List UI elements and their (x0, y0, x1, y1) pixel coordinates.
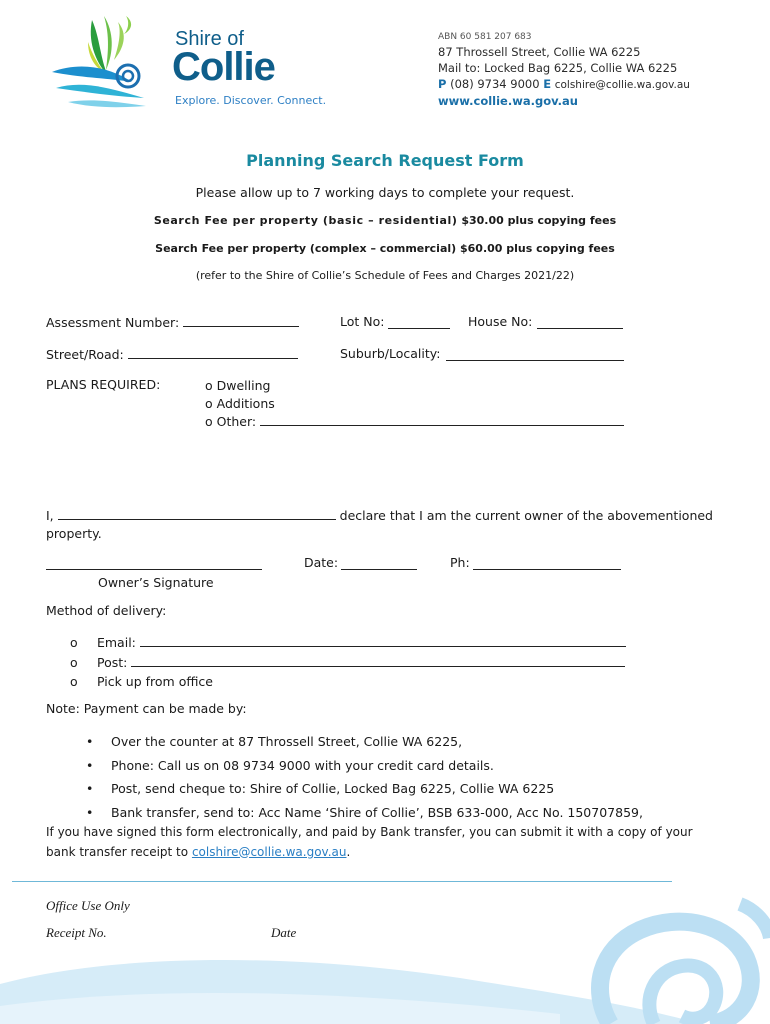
plans-label: PLANS REQUIRED: (46, 377, 161, 392)
plans-options (205, 377, 635, 431)
office-use-title: Office Use Only (46, 898, 130, 913)
note-label: Note: Payment can be made by: (46, 701, 247, 716)
fee-basic (0, 214, 770, 227)
logo-line1: Shire of (175, 28, 244, 50)
suburb-label: Suburb/Locality: (340, 346, 441, 361)
phone-email-line (438, 76, 738, 93)
plans-option-dwelling[interactable]: o Dwelling (205, 378, 271, 393)
delivery-bullet: o (70, 674, 78, 689)
assessment-label: Assessment Number: (46, 315, 180, 330)
suburb-field[interactable] (446, 348, 624, 361)
signature-row (46, 555, 746, 575)
form-title: Planning Search Request Form (246, 151, 524, 170)
payment-item (86, 801, 726, 825)
refer-year: 2021/22) (524, 269, 575, 282)
street-field[interactable] (128, 346, 298, 359)
payment-item (86, 777, 726, 801)
payment-text: Phone: Call us on 08 9734 9000 with your credit card details. (111, 757, 494, 773)
ph-label: Ph: (450, 555, 470, 570)
street-row (46, 346, 746, 362)
decorative-spiral-icon (570, 894, 770, 1024)
delivery-email[interactable] (70, 633, 630, 653)
logo-mark-icon (48, 12, 168, 112)
logo-tagline: Explore. Discover. Connect. (175, 94, 327, 107)
declare-word: declare (339, 508, 386, 523)
office-date-label: Date (271, 925, 297, 940)
phone-prefix: P (438, 77, 447, 91)
refer-text (0, 269, 770, 282)
signature-field[interactable] (46, 557, 262, 570)
plans-option-additions[interactable]: o Additions (205, 396, 275, 411)
plans-option-other[interactable] (205, 413, 635, 431)
shire-logo (48, 12, 328, 112)
refer-text-main: (refer to the Shire of Collie’s Schedule of Fees and Charges (195, 269, 521, 282)
phone-text: (08) 9734 9000 (450, 77, 540, 91)
bullet-icon: • (86, 781, 94, 796)
delivery-options (70, 633, 630, 692)
fee-basic-label: Search Fee per property (basic – residential) (153, 214, 458, 227)
mail-text: Mail to: Locked Bag 6225, Collie WA 6225 (438, 61, 678, 75)
assessment-row (46, 314, 746, 330)
payment-list (86, 730, 726, 824)
delivery-post-field[interactable] (131, 654, 625, 667)
date-label: Date: (304, 555, 339, 570)
delivery-email-field[interactable] (140, 634, 626, 647)
plans-option-other-label: o Other: (205, 414, 257, 429)
delivery-post[interactable] (70, 653, 630, 673)
delivery-post-label: Post: (96, 654, 128, 670)
street-label: Street/Road: (46, 347, 124, 362)
delivery-bullet: o (70, 654, 78, 670)
declare-rest: that I am the current owner of the abovementioned (389, 508, 713, 523)
delivery-label: Method of delivery: (46, 603, 167, 618)
contact-block (438, 30, 738, 109)
abn-text: ABN 60 581 207 683 (438, 32, 532, 42)
house-label: House No: (468, 314, 533, 329)
email-prefix: E (543, 77, 552, 91)
fee-basic-amount: $30.00 (461, 214, 504, 227)
declare-prefix: I, (46, 508, 54, 523)
delivery-bullet: o (70, 635, 78, 650)
lot-label: Lot No: (340, 314, 385, 329)
logo-line2: Collie (172, 45, 275, 89)
house-field[interactable] (537, 316, 623, 329)
date-field[interactable] (341, 557, 417, 570)
payment-text: Post, send cheque to: Shire of Collie, Locked Bag 6225, Collie WA 6225 (111, 781, 555, 796)
intro-text: Please allow up to 7 working days to complete your request. (195, 185, 575, 200)
fee-basic-suffix: plus copying fees (507, 214, 617, 227)
plans-other-field[interactable] (260, 413, 624, 426)
bullet-icon: • (86, 757, 94, 773)
signed-note-prefix: bank transfer receipt to (46, 844, 189, 859)
address-text: 87 Throssell Street, Collie WA 6225 (438, 45, 641, 59)
owner-name-field[interactable] (58, 507, 336, 520)
assessment-field[interactable] (183, 314, 299, 327)
bullet-icon: • (86, 734, 94, 749)
delivery-pickup-label: Pick up from office (96, 674, 213, 689)
signed-email-link[interactable]: colshire@collie.wa.gov.au (191, 844, 347, 859)
fee-complex: Search Fee per property (complex – commercial) $60.00 plus copying fees (155, 242, 615, 255)
signed-note-suffix: . (346, 844, 351, 859)
lot-field[interactable] (388, 316, 450, 329)
ph-field[interactable] (473, 557, 621, 570)
payment-item (86, 754, 726, 778)
signed-note-line2 (46, 843, 746, 863)
office-divider (12, 881, 672, 882)
payment-item (86, 730, 726, 754)
delivery-email-label: Email: (96, 635, 136, 650)
payment-text: Bank transfer, send to: Acc Name ‘Shire of Collie’, BSB 633-000, Acc No. 150707859, (111, 804, 643, 820)
delivery-pickup[interactable] (70, 672, 630, 692)
declare-line2: property. (46, 526, 102, 541)
signed-note (46, 823, 746, 862)
signed-note-line1: If you have signed this form electronically, and paid by Bank transfer, you can submit it with a copy of your (46, 825, 693, 839)
bullet-icon: • (86, 804, 94, 820)
office-receipt-label: Receipt No. (46, 925, 107, 940)
email-text[interactable]: colshire@collie.wa.gov.au (554, 79, 690, 91)
website-link[interactable]: www.collie.wa.gov.au (438, 94, 578, 108)
payment-text: Over the counter at 87 Throssell Street, Collie WA 6225, (111, 734, 463, 749)
declaration-row (46, 507, 746, 523)
signature-label: Owner’s Signature (98, 575, 214, 590)
